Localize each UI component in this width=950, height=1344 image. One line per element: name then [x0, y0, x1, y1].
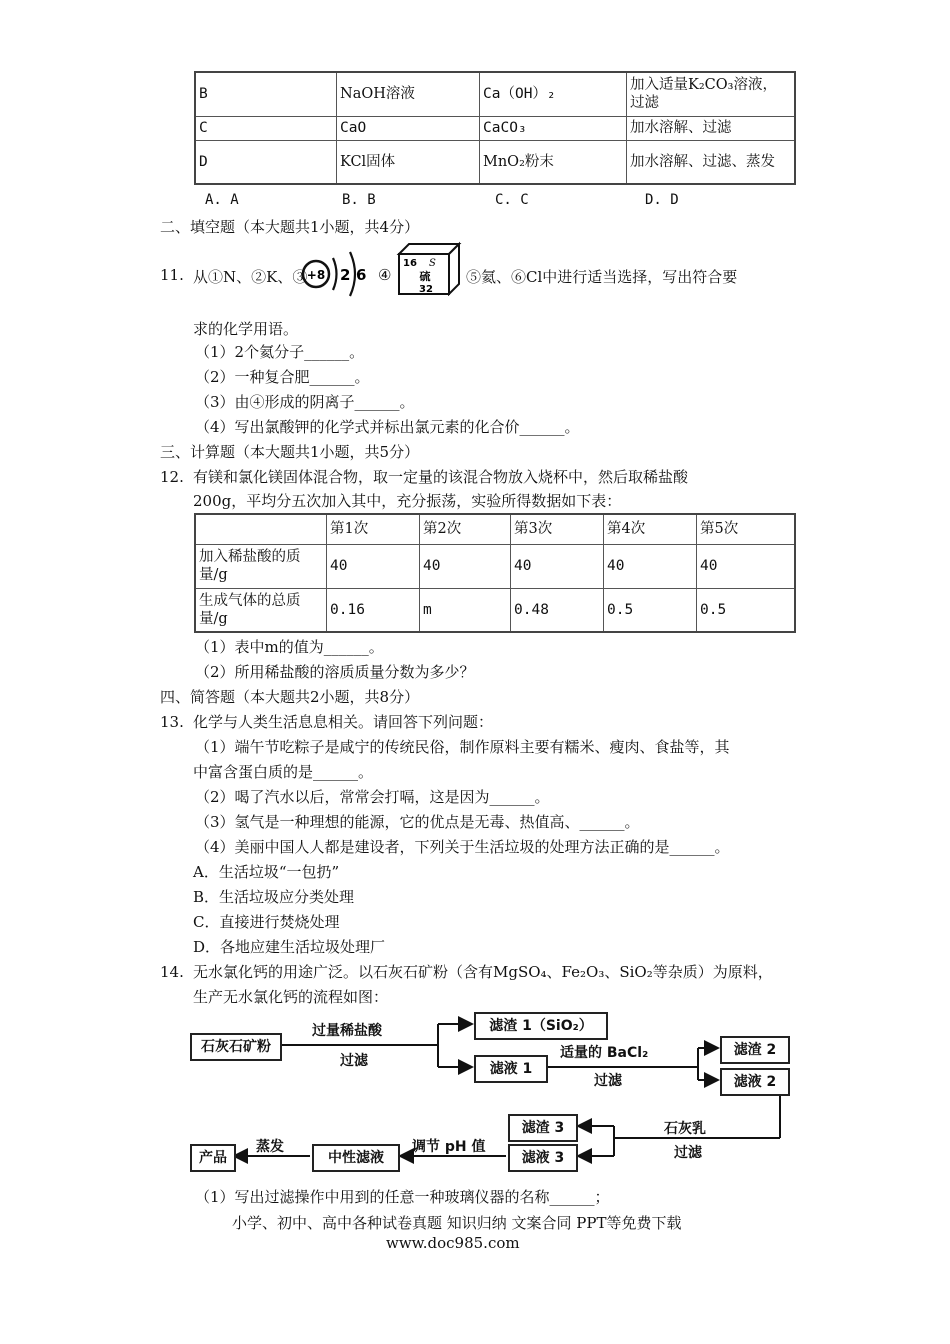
sub-question: （1）2个氦分子______。	[195, 343, 365, 361]
table-cell: 0.5	[697, 588, 796, 632]
question-number: 14.	[160, 963, 184, 981]
table-cell: 40	[420, 544, 511, 588]
element-name: 硫	[419, 270, 431, 283]
flow-residue3: 滤渣 3	[508, 1114, 578, 1142]
answer-option-b: B. B	[342, 192, 376, 208]
element-mass: 32	[419, 284, 433, 295]
flow-residue2: 滤渣 2	[720, 1036, 790, 1064]
substance-cell: CaO	[337, 116, 480, 140]
table-row-label: 加入稀盐酸的质量/g	[195, 544, 327, 588]
question-text: ⑤氦、⑥Cl中进行适当选择，写出符合要	[466, 268, 738, 286]
sub-question: （1）表中m的值为______。	[195, 638, 384, 656]
flow-step3-label: 石灰乳	[664, 1121, 706, 1137]
impurity-cell: CaCO₃	[480, 116, 627, 140]
atom-structure-icon	[300, 246, 380, 306]
flow-step4-label: 调节 pH 值	[412, 1139, 486, 1155]
question-number: 11.	[160, 266, 184, 284]
table-cell: 40	[327, 544, 420, 588]
section-title: 三、计算题（本大题共1小题，共5分）	[160, 443, 420, 461]
substance-cell: NaOH溶液	[337, 72, 480, 116]
flow-step1-label: 过量稀盐酸	[312, 1023, 382, 1039]
impurity-cell: MnO₂粉末	[480, 140, 627, 184]
sub-question: （3）氢气是一种理想的能源，它的优点是无毒、热值高、______。	[195, 813, 640, 831]
question-number: 12.	[160, 468, 184, 486]
sub-question: （2）喝了汽水以后，常常会打嗝，这是因为______。	[195, 788, 550, 806]
table-header: 第3次	[511, 514, 604, 544]
answer-option-d: D. D	[645, 192, 679, 208]
sub-question: （1）写出过滤操作中用到的任意一种玻璃仪器的名称______；	[195, 1188, 610, 1206]
question-text: 化学与人类生活息息相关。请回答下列问题：	[193, 713, 494, 731]
question-text: 200g，平均分五次加入其中，充分振荡，实验所得数据如下表：	[193, 492, 622, 510]
sub-question: （1）端午节吃粽子是咸宁的传统民俗，制作原料主要有糯米、瘦肉、食盐等，其	[195, 738, 730, 756]
question-number: 13.	[160, 713, 184, 731]
table-header: 第1次	[327, 514, 420, 544]
row-label: B	[195, 72, 337, 116]
atom-nucleus-label: +8	[306, 268, 326, 282]
flow-step3-label: 过滤	[674, 1145, 702, 1161]
choice: B．生活垃圾应分类处理	[193, 888, 355, 906]
question-text: 有镁和氯化镁固体混合物，取一定量的该混合物放入烧杯中，然后取稀盐酸	[193, 468, 689, 486]
row-label: D	[195, 140, 337, 184]
table-cell: m	[420, 588, 511, 632]
footer-text: 小学、初中、高中各种试卷真题 知识归纳 文案合同 PPT等免费下载	[232, 1214, 682, 1232]
flow-neutral: 中性滤液	[312, 1144, 400, 1172]
answer-option-a: A. A	[205, 192, 239, 208]
flow-filtrate1: 滤液 1	[474, 1055, 548, 1083]
atom-shell2-label: 6	[356, 266, 367, 284]
data-table	[194, 513, 796, 633]
table-header: 第5次	[697, 514, 796, 544]
table-cell: 0.16	[327, 588, 420, 632]
flow-start: 石灰石矿粉	[190, 1033, 282, 1061]
answer-option-c: C. C	[495, 192, 529, 208]
question-text: 求的化学用语。	[193, 320, 299, 338]
flow-product: 产品	[190, 1144, 236, 1172]
element-card-icon	[395, 240, 463, 296]
sub-question: （2）所用稀盐酸的溶质质量分数为多少？	[195, 663, 475, 681]
sub-question: （2）一种复合肥______。	[195, 368, 370, 386]
sub-question: （3）由④形成的阴离子______。	[195, 393, 415, 411]
table-header	[195, 514, 327, 544]
table-cell: 0.48	[511, 588, 604, 632]
element-symbol: S	[429, 258, 436, 269]
method-cell: 加入适量K₂CO₃溶液，过滤	[627, 72, 796, 116]
choice: C．直接进行焚烧处理	[193, 913, 340, 931]
flow-filtrate3: 滤液 3	[508, 1144, 578, 1172]
question-text: 从①N、②K、③	[193, 268, 308, 286]
method-cell: 加水溶解、过滤	[627, 116, 796, 140]
flow-step1-label: 过滤	[340, 1053, 368, 1069]
section-title: 二、填空题（本大题共1小题，共4分）	[160, 218, 420, 236]
table-cell: 40	[697, 544, 796, 588]
row-label: C	[195, 116, 337, 140]
flow-step5-label: 蒸发	[256, 1139, 284, 1155]
table-cell: 0.5	[604, 588, 697, 632]
flow-step2-label: 过滤	[594, 1073, 622, 1089]
flow-step2-label: 适量的 BaCl₂	[560, 1045, 649, 1061]
table-header: 第2次	[420, 514, 511, 544]
sub-question: （4）写出氯酸钾的化学式并标出氯元素的化合价______。	[195, 418, 580, 436]
sub-question: （4）美丽中国人人都是建设者，下列关于生活垃圾的处理方法正确的是______。	[195, 838, 730, 856]
options-table	[194, 71, 796, 185]
table-cell: 40	[511, 544, 604, 588]
impurity-cell: Ca（OH）₂	[480, 72, 627, 116]
atom-shell1-label: 2	[340, 266, 351, 284]
element-number: 16	[403, 258, 417, 269]
substance-cell: KCl固体	[337, 140, 480, 184]
choice: A．生活垃圾“一包扔”	[193, 863, 340, 881]
flow-diagram	[190, 1012, 790, 1177]
section-title: 四、简答题（本大题共2小题，共8分）	[160, 688, 420, 706]
question-text: ④	[378, 266, 392, 284]
question-text: 无水氯化钙的用途广泛。以石灰石矿粉（含有MgSO₄、Fe₂O₃、SiO₂等杂质）为原料，	[193, 963, 773, 981]
table-row-label: 生成气体的总质量/g	[195, 588, 327, 632]
table-header: 第4次	[604, 514, 697, 544]
flow-residue1: 滤渣 1（SiO₂）	[474, 1012, 608, 1040]
method-cell: 加水溶解、过滤、蒸发	[627, 140, 796, 184]
footer-url[interactable]: www.doc985.com	[386, 1234, 520, 1252]
table-cell: 40	[604, 544, 697, 588]
question-text: 生产无水氯化钙的流程如图：	[193, 988, 389, 1006]
flow-filtrate2: 滤液 2	[720, 1068, 790, 1096]
sub-question: 中富含蛋白质的是______。	[193, 763, 374, 781]
choice: D．各地应建生活垃圾处理厂	[193, 938, 386, 956]
